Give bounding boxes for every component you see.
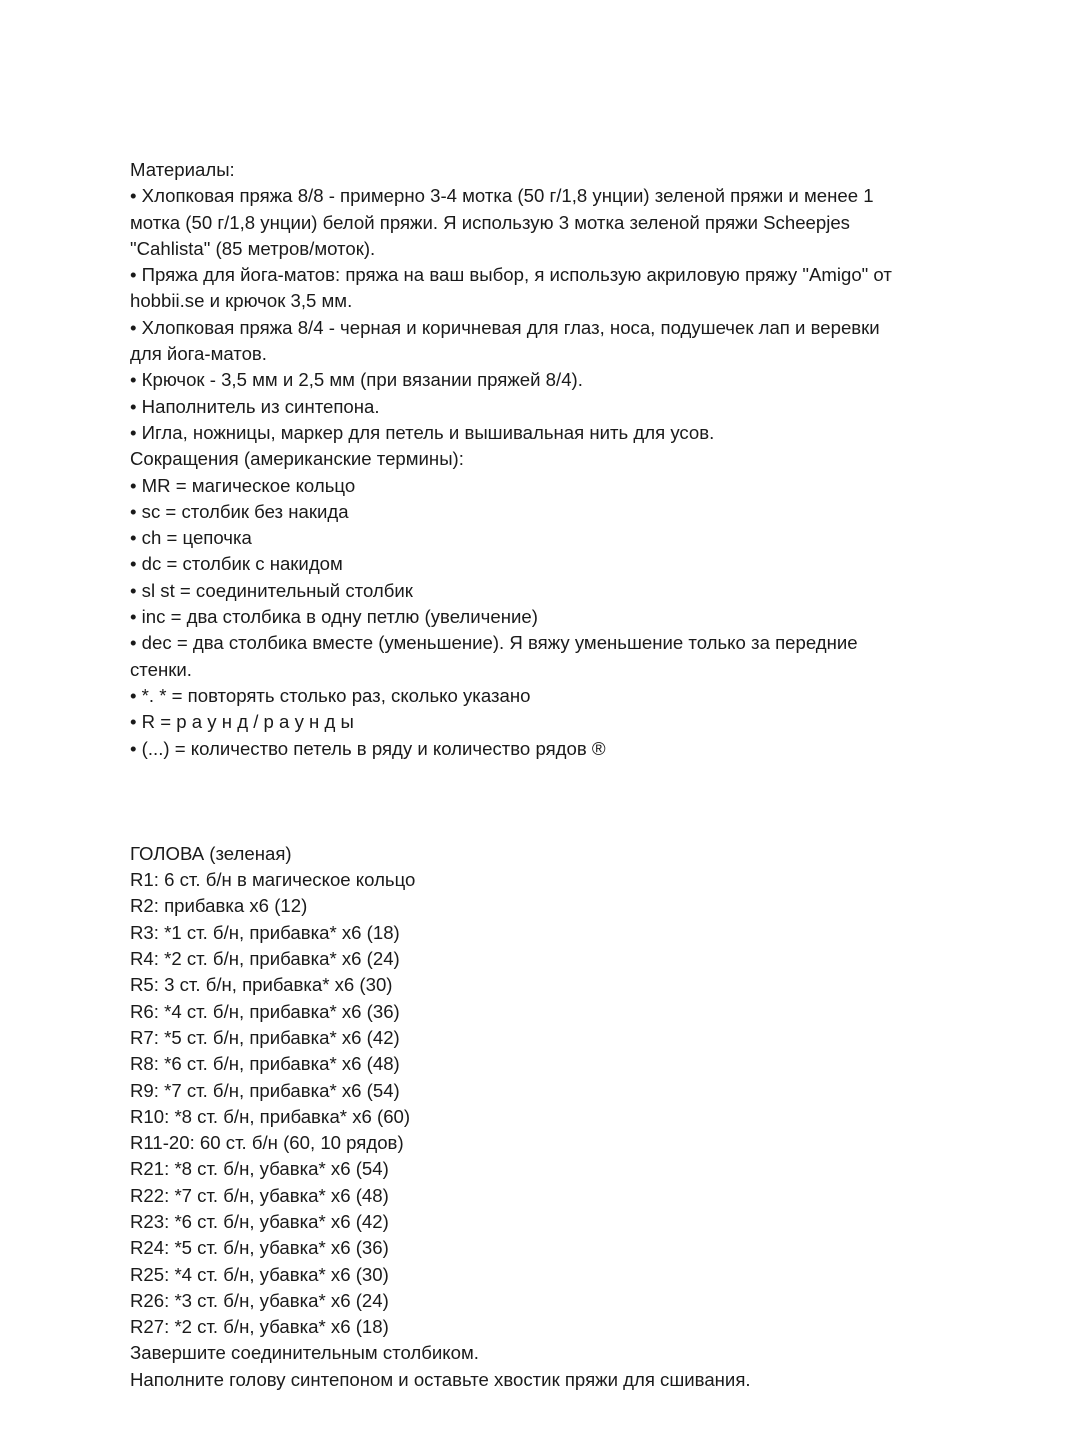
abbreviation-line: • *. * = повторять столько раз, сколько указано — [130, 684, 531, 706]
section-spacer — [130, 762, 1010, 841]
pattern-row: R10: *8 ст. б/н, прибавка* x6 (60) — [130, 1105, 411, 1127]
pattern-row: R25: *4 ст. б/н, убавка* x6 (30) — [130, 1263, 389, 1285]
pattern-row: R8: *6 ст. б/н, прибавка* x6 (48) — [130, 1053, 400, 1075]
pattern-row: R21: *8 ст. б/н, убавка* x6 (54) — [130, 1158, 389, 1180]
materials-line: • Игла, ножницы, маркер для петель и вышивальная нить для усов. — [130, 421, 715, 443]
materials-line: мотка (50 г/1,8 унции) белой пряжи. Я использую 3 мотка зеленой пряжи Scheepjes — [130, 211, 850, 233]
finish-instruction: Наполните голову синтепоном и оставьте хвостик пряжи для сшивания. — [130, 1368, 751, 1390]
pattern-row: R5: 3 ст. б/н, прибавка* x6 (30) — [130, 974, 393, 996]
document-page — [130, 157, 1010, 1393]
materials-line: hobbii.se и крючок 3,5 мм. — [130, 290, 353, 312]
materials-line: • Хлопковая пряжа 8/8 - примерно 3-4 мотка (50 г/1,8 унции) зеленой пряжи и менее 1 — [130, 185, 874, 207]
abbreviation-line: • R = р а у н д / р а у н д ы — [130, 711, 354, 733]
abbreviation-line: • ch = цепочка — [130, 527, 252, 549]
head-heading: ГОЛОВА (зеленая) — [130, 842, 292, 864]
abbreviation-line: • sc = столбик без накида — [130, 500, 349, 522]
pattern-row: R3: *1 ст. б/н, прибавка* x6 (18) — [130, 921, 400, 943]
pattern-row: R7: *5 ст. б/н, прибавка* x6 (42) — [130, 1026, 400, 1048]
materials-line: "Cahlista" (85 метров/моток). — [130, 237, 376, 259]
abbreviation-line: • sl st = соединительный столбик — [130, 579, 413, 601]
abbreviation-line: • dc = столбик с накидом — [130, 553, 343, 575]
materials-line: • Пряжа для йога-матов: пряжа на ваш выбор, я использую акриловую пряжу "Amigo" от — [130, 264, 892, 286]
pattern-row: R6: *4 ст. б/н, прибавка* x6 (36) — [130, 1000, 400, 1022]
abbreviations-section — [130, 446, 1010, 762]
pattern-row: R23: *6 ст. б/н, убавка* x6 (42) — [130, 1210, 389, 1232]
materials-line: • Хлопковая пряжа 8/4 - черная и коричневая для глаз, носа, подушечек лап и веревки — [130, 316, 880, 338]
pattern-row: R26: *3 ст. б/н, убавка* x6 (24) — [130, 1289, 389, 1311]
pattern-row: R4: *2 ст. б/н, прибавка* x6 (24) — [130, 948, 400, 970]
materials-line: • Наполнитель из синтепона. — [130, 395, 380, 417]
abbreviation-line: • (...) = количество петель в ряду и количество рядов ® — [130, 737, 606, 759]
materials-line: • Крючок - 3,5 мм и 2,5 мм (при вязании пряжей 8/4). — [130, 369, 583, 391]
pattern-row: R1: 6 ст. б/н в магическое кольцо — [130, 869, 416, 891]
pattern-row: R11-20: 60 ст. б/н (60, 10 рядов) — [130, 1132, 404, 1154]
abbreviation-line: • MR = магическое кольцо — [130, 474, 356, 496]
pattern-row: R2: прибавка x6 (12) — [130, 895, 308, 917]
materials-section — [130, 157, 1010, 446]
materials-line: для йога-матов. — [130, 343, 267, 365]
materials-heading: Материалы: — [130, 159, 235, 180]
head-pattern-section — [130, 841, 1010, 1393]
pattern-row: R27: *2 ст. б/н, убавка* x6 (18) — [130, 1316, 389, 1338]
abbreviation-line: • dec = два столбика вместе (уменьшение). Я вяжу уменьшение только за передние — [130, 632, 858, 654]
pattern-row: R24: *5 ст. б/н, убавка* x6 (36) — [130, 1237, 389, 1259]
abbreviation-line: • inc = два столбика в одну петлю (увеличение) — [130, 606, 538, 628]
pattern-row: R22: *7 ст. б/н, убавка* x6 (48) — [130, 1184, 389, 1206]
pattern-row: R9: *7 ст. б/н, прибавка* x6 (54) — [130, 1079, 400, 1101]
finish-instruction: Завершите соединительным столбиком. — [130, 1342, 479, 1364]
abbreviations-heading: Сокращения (американские термины): — [130, 448, 464, 470]
abbreviation-line: стенки. — [130, 658, 192, 680]
